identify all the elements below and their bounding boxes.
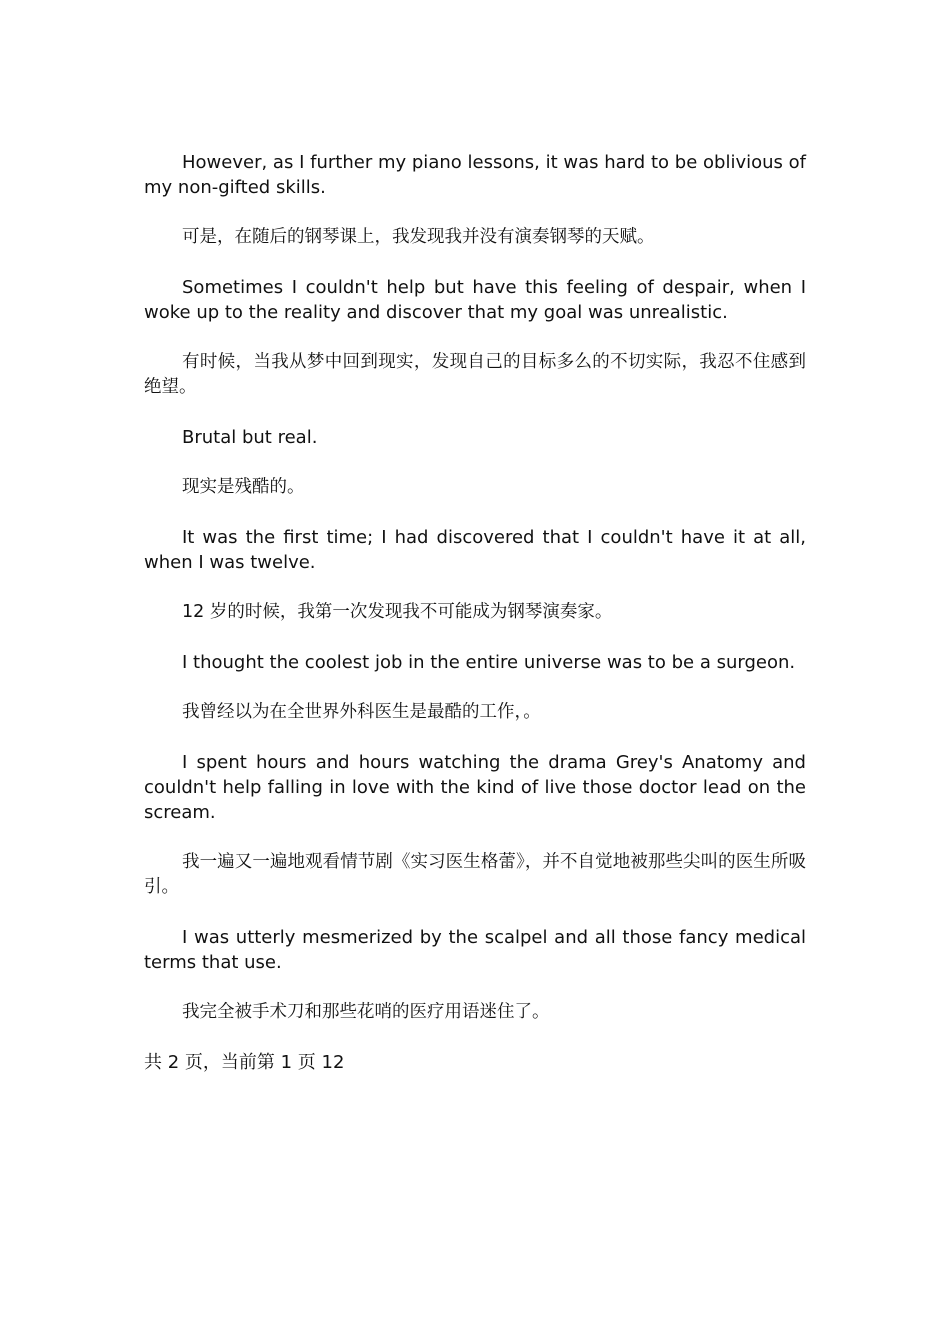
paragraph-en: I spent hours and hours watching the drama Grey's Anatomy and couldn't help falling in love with the kind of live those doctor lead on the scream.: [144, 752, 806, 823]
paragraph-en: Brutal but real.: [182, 427, 318, 448]
paragraph-zh: 我完全被手术刀和那些花哨的医疗用语迷住了。: [182, 1002, 550, 1022]
page-footer: 共 2 页，当前第 1 页 12: [144, 1052, 345, 1073]
document-page: [144, 150, 806, 1075]
paragraph-zh: 现实是残酷的。: [182, 477, 305, 497]
paragraph-zh: 可是，在随后的钢琴课上，我发现我并没有演奏钢琴的天赋。: [182, 227, 655, 247]
paragraph-zh: 我曾经以为在全世界外科医生是最酷的工作，。: [182, 702, 541, 722]
paragraph-en: Sometimes I couldn't help but have this feeling of despair, when I woke up to the reality and discover that my goal was unrealistic.: [144, 277, 806, 323]
paragraph-zh: 我一遍又一遍地观看情节剧《实习医生格蕾》，并不自觉地被那些尖叫的医生所吸引。: [144, 852, 806, 897]
paragraph-zh: 12 岁的时候，我第一次发现我不可能成为钢琴演奏家。: [182, 602, 613, 622]
paragraph-en: It was the first time; I had discovered that I couldn't have it at all, when I was twelve.: [144, 527, 806, 573]
paragraph-en: I was utterly mesmerized by the scalpel and all those fancy medical terms that use.: [144, 927, 806, 973]
paragraph-en: I thought the coolest job in the entire universe was to be a surgeon.: [182, 652, 796, 673]
paragraph-zh: 有时候，当我从梦中回到现实，发现自己的目标多么的不切实际，我忍不住感到绝望。: [144, 352, 806, 397]
paragraph-en: However, as I further my piano lessons, it was hard to be oblivious of my non-gifted skills.: [144, 152, 806, 198]
